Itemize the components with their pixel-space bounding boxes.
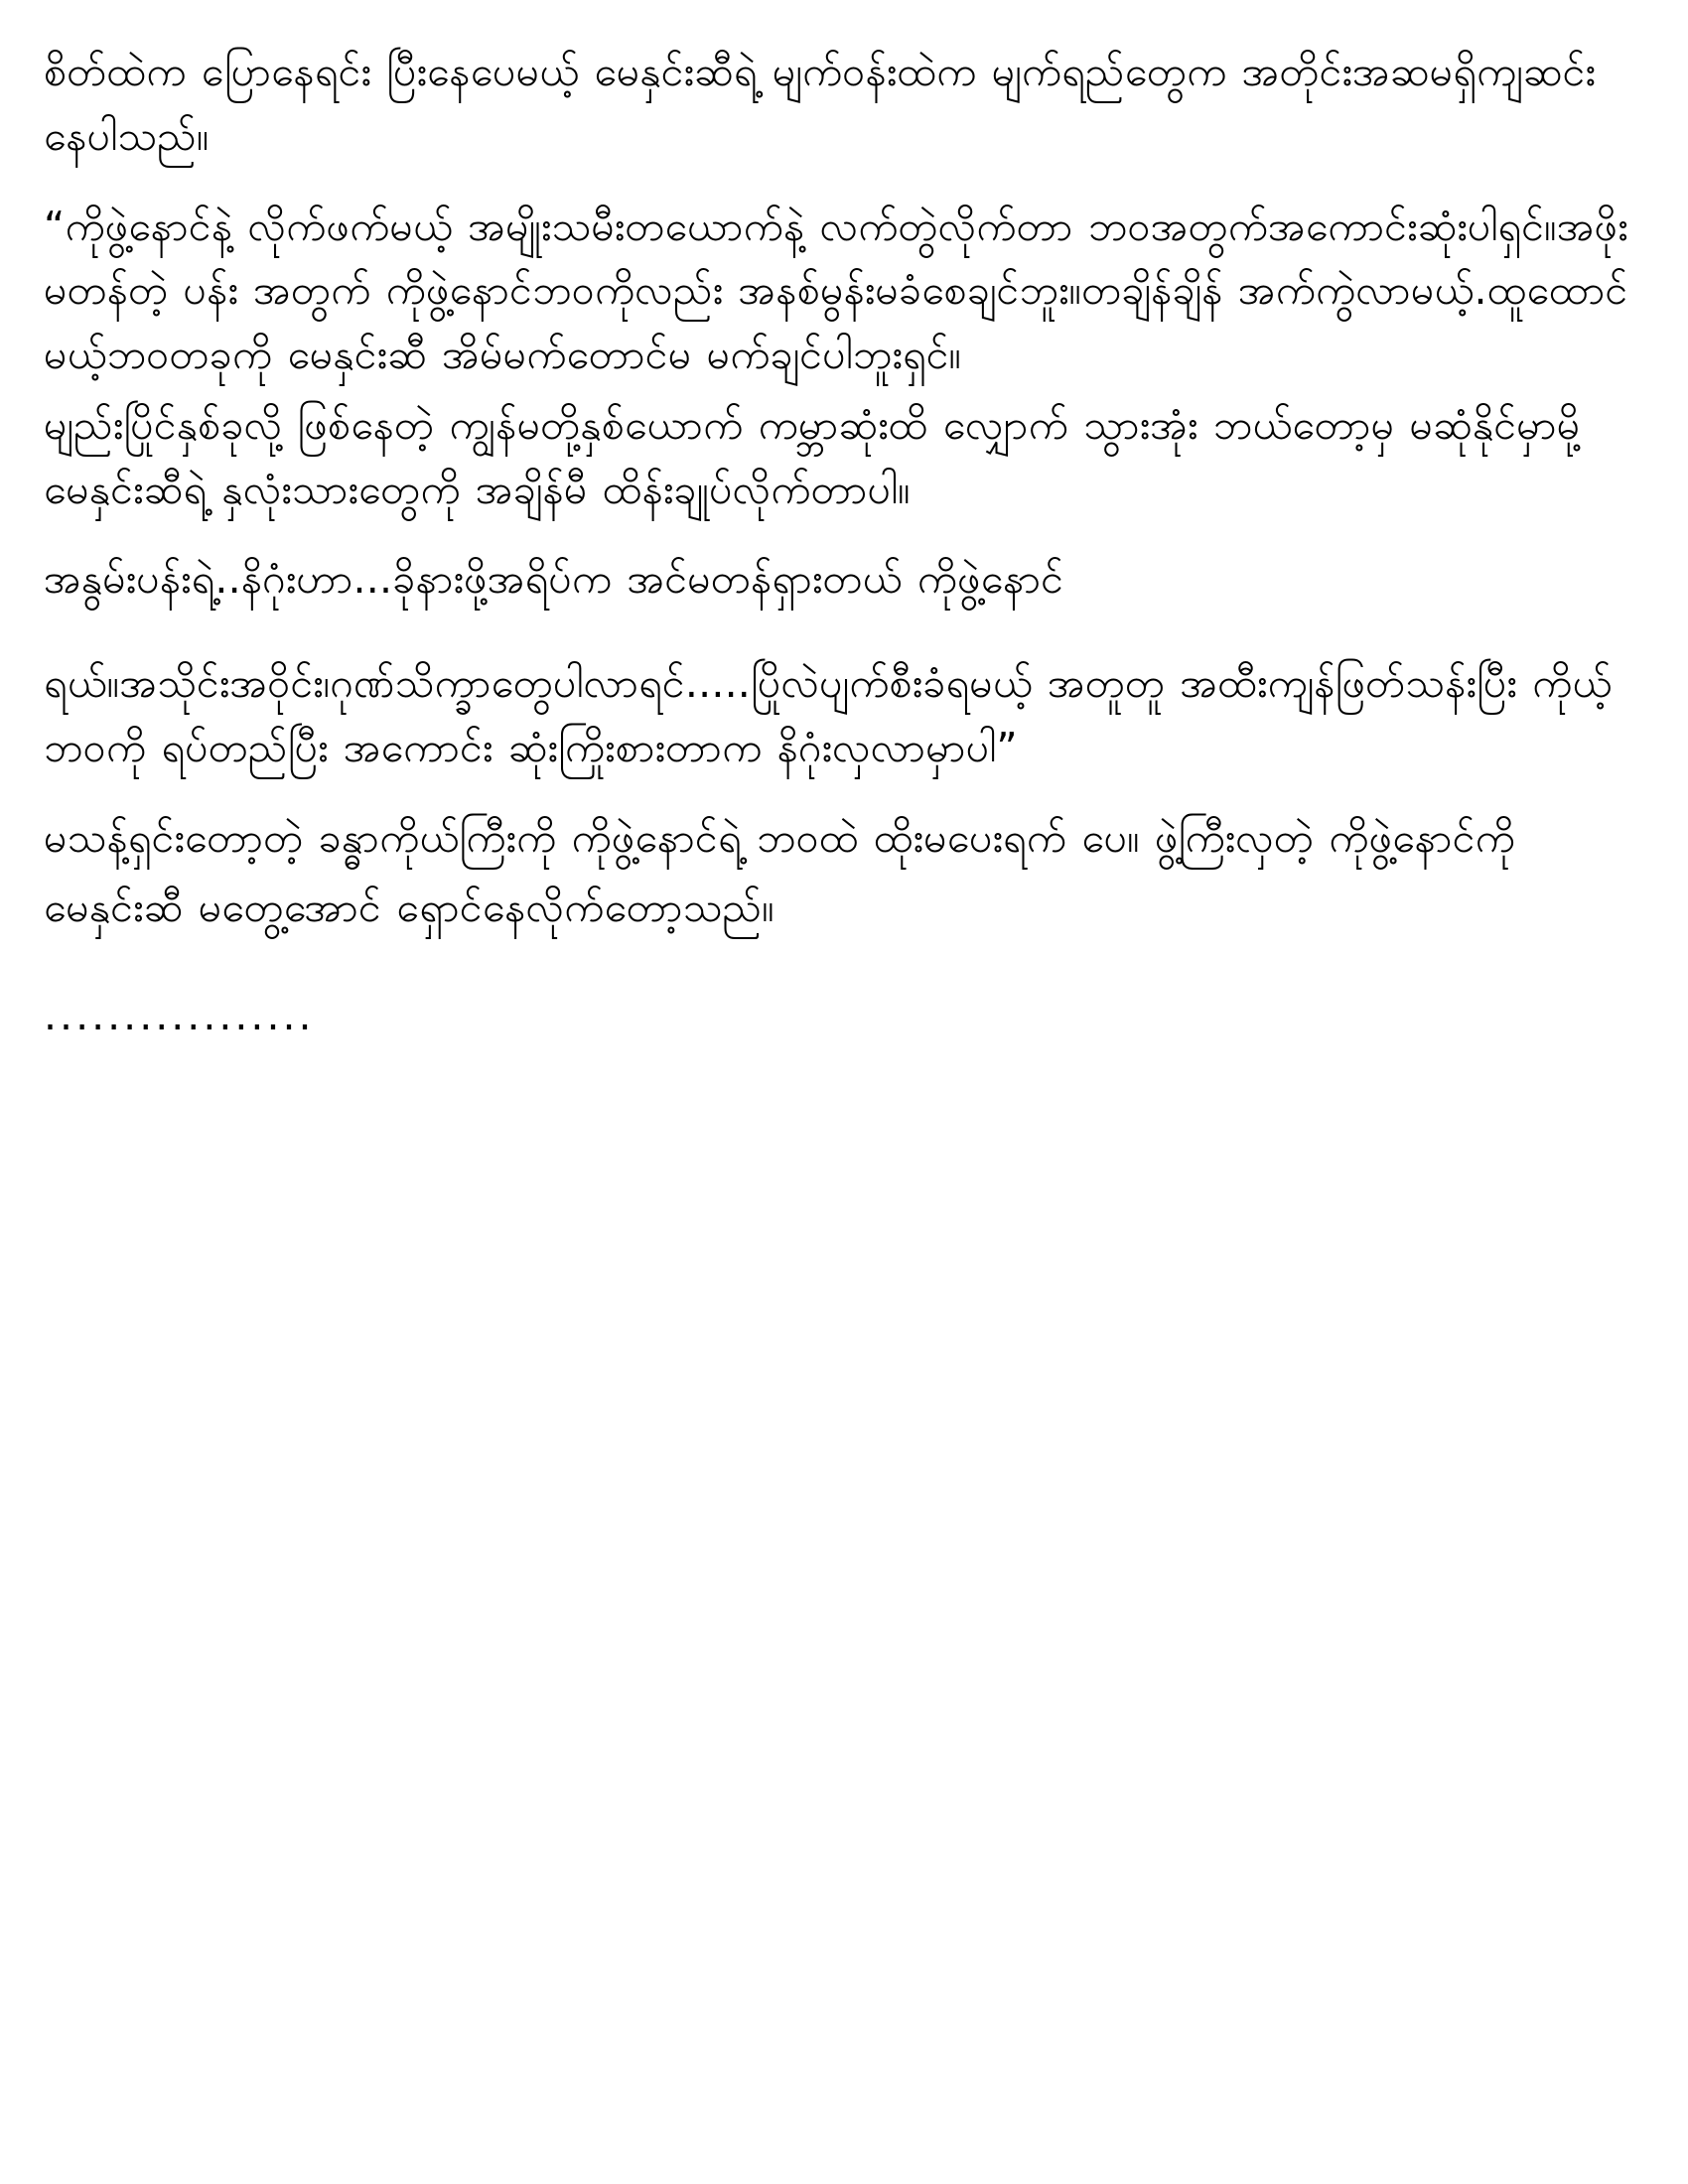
paragraph-separator-dots: ................. — [44, 992, 315, 1040]
paragraph-1: စိတ်ထဲက ပြောနေရင်း ပြီးနေပေမယ့် မေနှင်းဆီရဲ့ မျက်ဝန်းထဲက မျက်ရည်တွေက အတိုင်းအဆမရှိကျဆင်းနေပါသည်။ — [44, 48, 1597, 160]
paragraph-6: မသန့်ရှင်းတော့တဲ့ ခန္ဓာကိုယ်ကြီးကို ကိုဖွဲ့နောင်ရဲ့ ဘဝထဲ ထိုးမပေးရက် ပေ။ ဖွဲ့ကြီးလှတဲ့ ကိုဖွဲ့နောင်ကို — [44, 813, 1516, 862]
paragraph-7: မေနှင်းဆီ မတွေ့အောင် ရှောင်နေလိုက်တော့သည်။ — [44, 884, 774, 932]
paragraph-5: ရယ်။အသိုင်းအဝိုင်း၊ဂုဏ်သိက္ခာတွေပါလာရင်.....ပြိုလဲပျက်စီးခံရမယ့် အတူတူ အထီးကျန်ဖြတ်သန်းပြီး ကိုယ့်ဘဝကို ရပ်တည်ပြီး အကောင်း ဆုံးကြိုးစားတာက နိဂုံးလှလာမှာပါ” — [44, 659, 1613, 771]
paragraph-3: မျည်းပြိုင်နှစ်ခုလို့ ဖြစ်နေတဲ့ ကျွန်မတို့နှစ်ယောက် ကမ္ဘာဆုံးထိ လျှောက် သွားအုံး ဘယ်တော့မှ မဆုံနိုင်မှာမို့ မေနှင်းဆီရဲ့ နှလုံးသားတွေကို အချိန်မီ ထိန်းချုပ်လိုက်တာပါ။ — [44, 400, 1596, 513]
paragraph-2: “ကိုဖွဲ့နောင်နဲ့ လိုက်ဖက်မယ့် အမျိုးသမီးတယောက်နဲ့ လက်တွဲလိုက်တာ ဘဝအတွက်အကောင်းဆုံးပါရှင်။အဖိုးမတန်တဲ့ ပန်း အတွက် ကိုဖွဲ့နောင်ဘဝကိုလည်း အနစ်မွန်းမခံစေချင်ဘူး။တချိန်ချိန် အက်ကွဲလာမယ့်.ထူထောင်မယ့်ဘဝတခုကို မေနှင်းဆီ အိမ်မက်တောင်မ မက်ချင်ပါဘူးရှင်။ — [44, 202, 1628, 379]
document-body — [44, 40, 1628, 1048]
paragraph-4: အနွမ်းပန်းရဲ့..နိဂုံးဟာ...ခိုနားဖို့အရိပ်က အင်မတန်ရှားတယ် ကိုဖွဲ့နောင် — [44, 555, 1064, 604]
